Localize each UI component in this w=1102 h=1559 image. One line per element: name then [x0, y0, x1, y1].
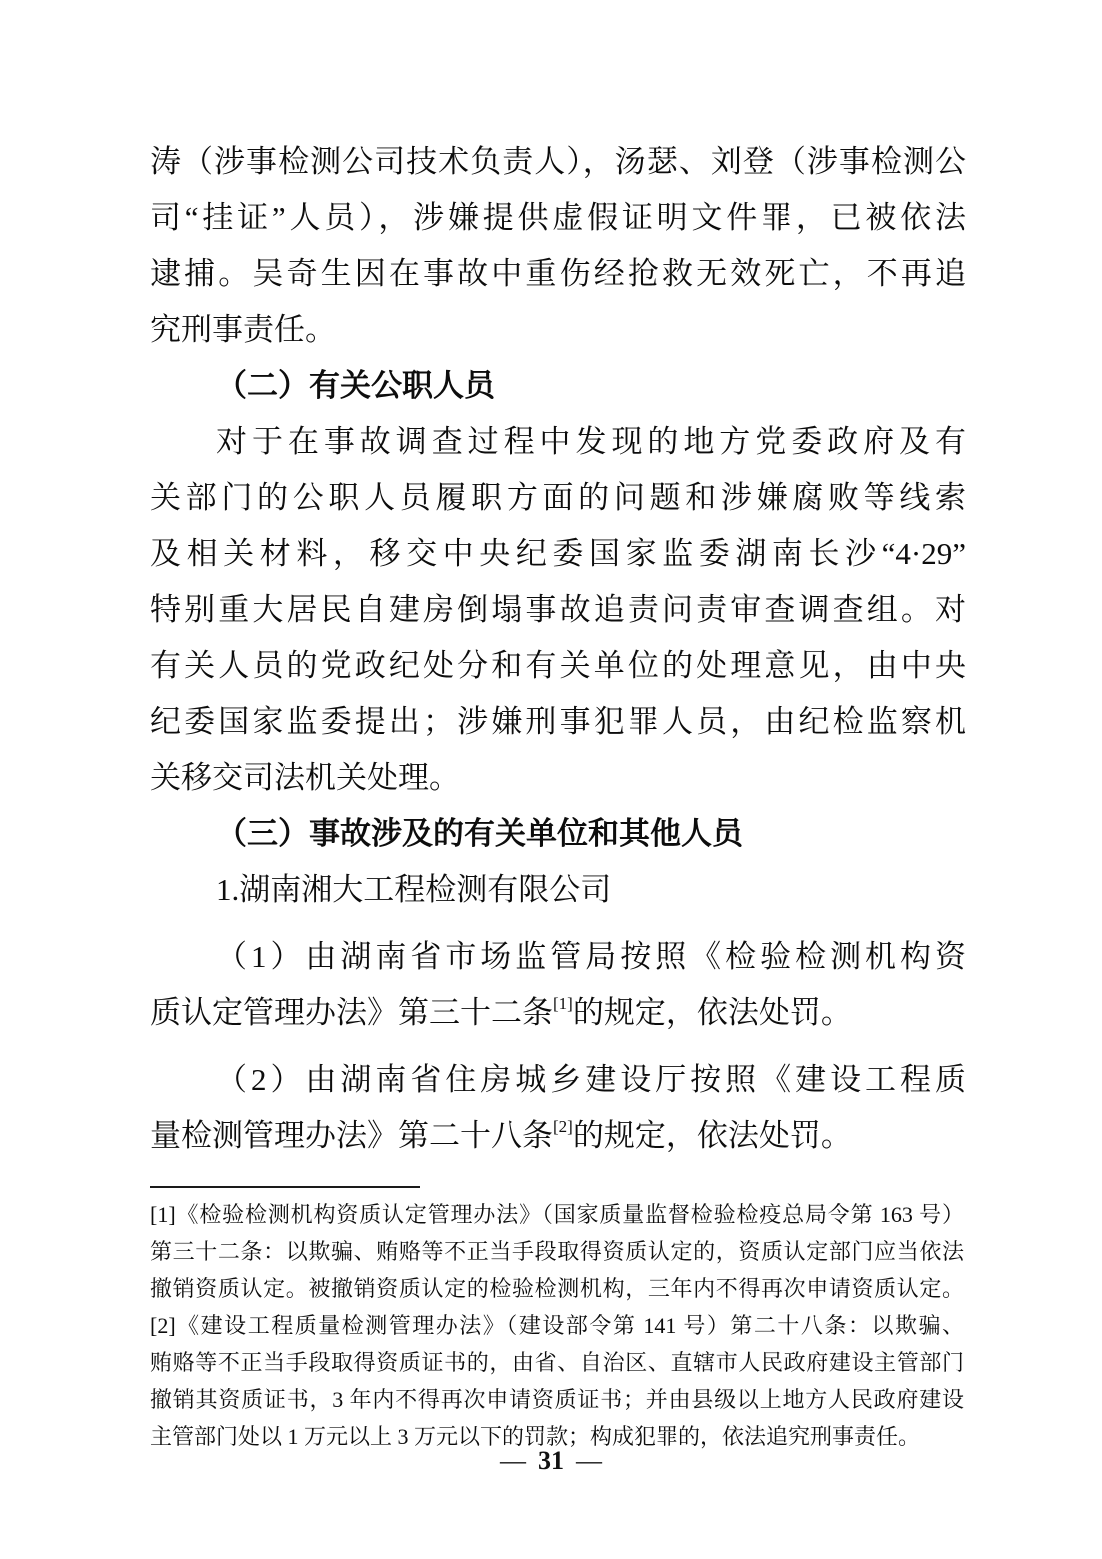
text-line: 量检测管理办法》第二十八条[2]的规定，依法处罚。: [150, 1117, 852, 1153]
page-number-value: 31: [538, 1446, 564, 1475]
text-line: （三）事故涉及的有关单位和其他人员: [216, 816, 743, 851]
text-line: 有关人员的党政纪处分和有关单位的处理意见，由中央: [150, 648, 966, 683]
text-line: 司“挂证”人员），涉嫌提供虚假证明文件罪，已被依法: [150, 200, 966, 235]
text-line: 质认定管理办法》第三十二条[1]的规定，依法处罚。: [150, 994, 852, 1030]
section-heading: [150, 358, 966, 414]
text-line: 第三十二条：以欺骗、贿赂等不正当手段取得资质认定的，资质认定部门应当依法: [150, 1239, 964, 1264]
text-line: 主管部门处以 1 万元以上 3 万元以下的罚款；构成犯罪的，依法追究刑事责任。: [150, 1424, 921, 1449]
paragraph: [150, 1052, 966, 1164]
footnotes-section: [150, 1196, 964, 1455]
text-line: （二）有关公职人员: [216, 368, 495, 403]
text-line: [2]《建设工程质量检测管理办法》（建设部令第 141 号）第二十八条：以欺骗、: [150, 1313, 964, 1338]
text-line: （2）由湖南省住房城乡建设厅按照《建设工程质: [216, 1062, 966, 1097]
paragraph: [150, 862, 966, 918]
paragraph: [150, 1307, 964, 1455]
text-line: 贿赂等不正当手段取得资质证书的，由省、自治区、直辖市人民政府建设主管部门: [150, 1350, 964, 1375]
text-line: [1]《检验检测机构资质认定管理办法》（国家质量监督检验检疫总局令第 163 号）: [150, 1202, 964, 1227]
text-line: 涛（涉事检测公司技术负责人），汤瑟、刘登（涉事检测公: [150, 144, 966, 179]
text-line: 关移交司法机关处理。: [150, 760, 460, 795]
text-line: （1）由湖南省市场监管局按照《检验检测机构资: [216, 939, 966, 974]
footnote-reference: [2]: [553, 1117, 573, 1136]
page-number-dash-right: —: [576, 1446, 602, 1475]
text-line: 1.湖南湘大工程检测有限公司: [216, 872, 612, 907]
document-body: [150, 134, 966, 1164]
text-line: 究刑事责任。: [150, 312, 336, 347]
text-line: 逮捕。吴奇生因在事故中重伤经抢救无效死亡，不再追: [150, 256, 966, 291]
page-footer: [0, 1446, 1102, 1476]
footnote-separator: [150, 1186, 420, 1188]
text-line: 及相关材料，移交中央纪委国家监委湖南长沙“4·29”: [150, 536, 966, 571]
paragraph: [150, 414, 966, 806]
paragraph: [150, 929, 966, 1041]
text-line: 撤销资质认定。被撤销资质认定的检验检测机构，三年内不得再次申请资质认定。: [150, 1276, 964, 1301]
text-line: 撤销其资质证书，3 年内不得再次申请资质证书；并由县级以上地方人民政府建设: [150, 1387, 964, 1412]
text-line: 纪委国家监委提出；涉嫌刑事犯罪人员，由纪检监察机: [150, 704, 966, 739]
paragraph: [150, 134, 966, 358]
section-heading: [150, 806, 966, 862]
paragraph: [150, 1196, 964, 1307]
text-line: 特别重大居民自建房倒塌事故追责问责审查调查组。对: [150, 592, 966, 627]
text-line: 对于在事故调查过程中发现的地方党委政府及有: [216, 424, 966, 459]
text-line: 关部门的公职人员履职方面的问题和涉嫌腐败等线索: [150, 480, 966, 515]
footnote-reference: [1]: [553, 994, 573, 1013]
page-number-dash-left: —: [500, 1446, 526, 1475]
